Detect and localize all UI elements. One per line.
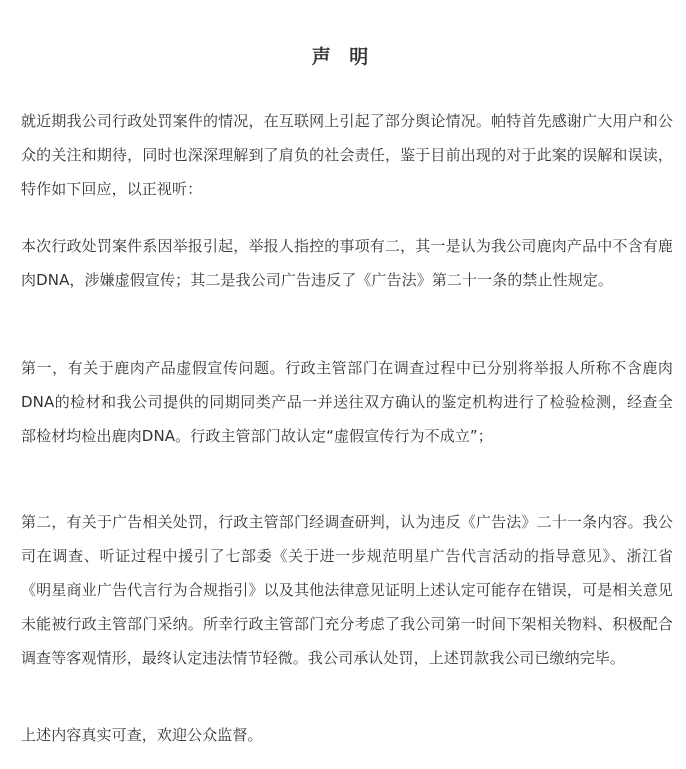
paragraph-case-background: 本次行政处罚案件系因举报引起，举报人指控的事项有二，其一是认为我公司鹿肉产品中不含有鹿肉DNA，涉嫌虚假宣传；其二是我公司广告违反了《广告法》第二十一条的禁止性规定。 <box>21 237 673 289</box>
paragraph-point-one: 第一，有关于鹿肉产品虚假宣传问题。行政主管部门在调查过程中已分别将举报人所称不含鹿肉DNA的检材和我公司提供的同期同类产品一并送往双方确认的鉴定机构进行了检验检测，经查全部检材均检出鹿肉DNA。行政主管部门故认定“虚假宣传行为不成立”； <box>21 359 673 445</box>
paragraph-intro: 就近期我公司行政处罚案件的情况，在互联网上引起了部分舆论情况。帕特首先感谢广大用户和公众的关注和期待，同时也深深理解到了肩负的社会责任，鉴于目前出现的对于此案的误解和误读，特作如下回应，以正视听： <box>21 112 673 198</box>
paragraph-point-two: 第二，有关于广告相关处罚，行政主管部门经调查研判，认为违反《广告法》二十一条内容。我公司在调查、听证过程中援引了七部委《关于进一步规范明星广告代言活动的指导意见》、浙江省《明星商业广告代言行为合规指引》以及其他法律意见证明上述认定可能存在错误，可是相关意见未能被行政主管部门采纳。所幸行政主管部门充分考虑了我公司第一时间下架相关物料、积极配合调查等客观情形，最终认定违法情节轻微。我公司承认处罚，上述罚款我公司已缴纳完毕。 <box>21 513 673 667</box>
paragraph-closing: 上述内容真实可查，欢迎公众监督。 <box>21 726 263 744</box>
statement-title: 声 明 <box>311 46 375 68</box>
